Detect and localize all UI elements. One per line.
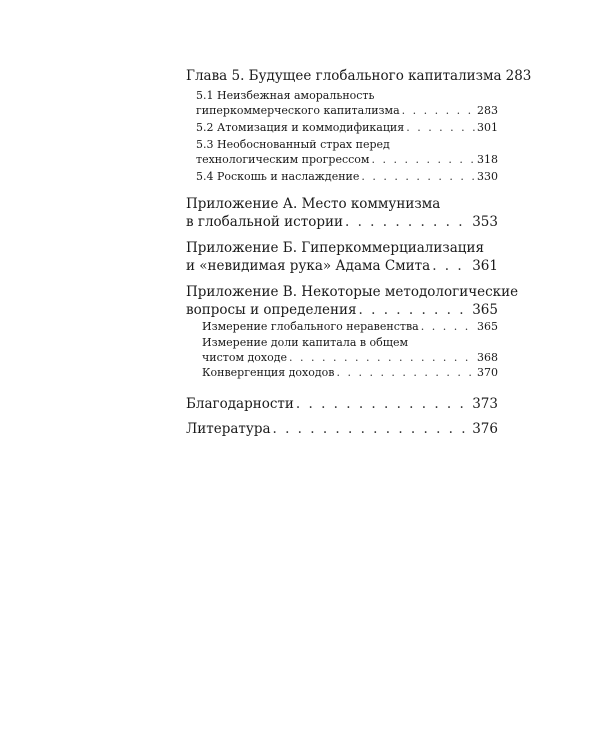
toc-entry-title: гиперкоммерческого капитализма	[196, 104, 400, 117]
toc-appendix-c[interactable]	[186, 302, 498, 318]
toc-section-5-3-line1[interactable]: 5.3 Необоснованный страх перед	[196, 138, 390, 151]
toc-entry-title: вопросы и определения	[186, 302, 357, 318]
toc-page-number: 330	[477, 170, 498, 183]
toc-section-5-1-line1[interactable]: 5.1 Неизбежная аморальность	[196, 89, 375, 102]
dot-leader	[296, 396, 470, 412]
toc-section-5-2[interactable]	[196, 121, 498, 134]
toc-appendix-a[interactable]	[186, 214, 498, 230]
toc-entry-title: Измерение глобального неравенства	[202, 320, 419, 333]
dot-leader	[289, 351, 475, 364]
toc-entry-title: 5.2 Атомизация и коммодификация	[196, 121, 405, 134]
toc-entry-title: чистом доходе	[202, 351, 288, 364]
toc-entry-title: Литература	[186, 421, 271, 437]
toc-entry-title: в глобальной истории	[186, 214, 343, 230]
toc-appendix-b-line1[interactable]: Приложение Б. Гиперкоммерциализация	[186, 240, 484, 256]
toc-item-global-inequality[interactable]	[202, 320, 498, 333]
toc-section-5-4[interactable]	[196, 170, 498, 183]
toc-page-number: 283	[505, 68, 532, 84]
toc-bibliography[interactable]	[186, 421, 498, 437]
dot-leader	[345, 214, 470, 230]
toc-page-number: 370	[477, 366, 498, 379]
dot-leader	[371, 153, 475, 166]
toc-page-number: 301	[477, 121, 498, 134]
dot-leader	[432, 258, 470, 274]
dot-leader	[421, 320, 475, 333]
dot-leader	[359, 302, 471, 318]
toc-entry-title: и «невидимая рука» Адама Смита	[186, 258, 431, 274]
toc-acknowledgements[interactable]	[186, 396, 498, 412]
toc-appendix-c-line1[interactable]: Приложение В. Некоторые методологические	[186, 284, 519, 300]
dot-leader	[336, 366, 475, 379]
dot-leader	[273, 421, 471, 437]
toc-page-number: 373	[472, 396, 498, 412]
toc-entry-title: 5.4 Роскошь и наслаждение	[196, 170, 360, 183]
toc-page-number: 376	[472, 421, 498, 437]
toc-appendix-a-line1[interactable]: Приложение А. Место коммунизма	[186, 196, 441, 212]
toc-page-number: 365	[477, 320, 498, 333]
toc-page-number: 368	[477, 351, 498, 364]
toc-entry-title: технологическим прогрессом	[196, 153, 370, 166]
toc-section-5-3[interactable]	[196, 153, 498, 166]
toc-page-number: 283	[477, 104, 498, 117]
toc-item-capital-share-line1[interactable]: Измерение доли капитала в общем	[202, 336, 409, 349]
dot-leader	[402, 104, 475, 117]
toc-item-capital-share[interactable]	[202, 351, 498, 364]
toc-appendix-b[interactable]	[186, 258, 498, 274]
toc-page-number: 361	[472, 258, 498, 274]
toc-page-number: 318	[477, 153, 498, 166]
toc-entry-chapter-5[interactable]	[186, 68, 532, 84]
dot-leader	[406, 121, 475, 134]
toc-entry-title: Благодарности	[186, 396, 294, 412]
toc-entry-title: Глава 5. Будущее глобального капитализма	[186, 68, 502, 84]
dot-leader	[361, 170, 475, 183]
toc-page-number: 365	[472, 302, 498, 318]
toc-entry-title: Конвергенция доходов	[202, 366, 335, 379]
toc-page-number: 353	[472, 214, 498, 230]
toc-section-5-1[interactable]	[196, 104, 498, 117]
toc-item-income-convergence[interactable]	[202, 366, 498, 379]
